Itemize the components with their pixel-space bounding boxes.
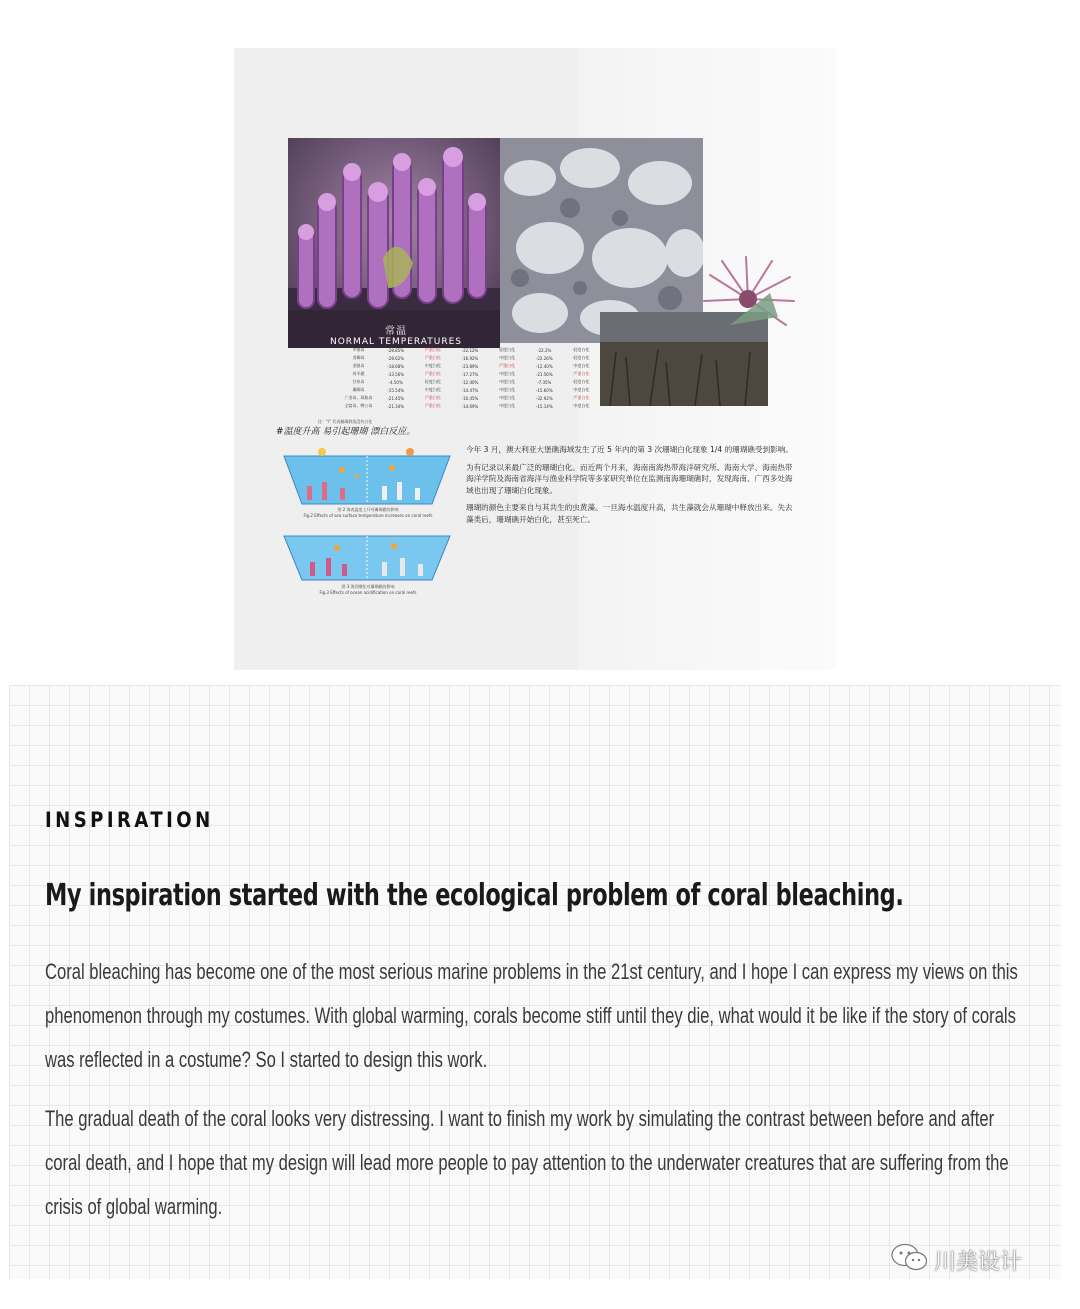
table-cell: 珊瑚岛 bbox=[352, 387, 365, 392]
table-cell: 全富岛、鸭公岛 bbox=[344, 403, 373, 408]
table-cell: 中度白化 bbox=[499, 355, 516, 360]
cn-paragraph: 为有记录以来最广泛的珊瑚白化。而近两个月来，海南南海热带海洋研究所、海南大学、海南热带海洋学院及海南省海洋与渔业科学院等多家研究单位在监测南海珊瑚礁时，发现海南、广西多处海域也出现了珊瑚白化现象。 bbox=[466, 462, 793, 495]
table-cell: -12.40% bbox=[535, 363, 553, 369]
table-cell: -28.85% bbox=[387, 347, 405, 353]
table-cell: -7.35% bbox=[537, 379, 552, 385]
table-row bbox=[340, 362, 600, 370]
table-cell: 中度白化 bbox=[499, 379, 516, 384]
table-row bbox=[340, 402, 600, 410]
table-cell: -12.40% bbox=[461, 379, 479, 385]
cn-paragraph: 珊瑚的颜色主要来自与其共生的虫黄藻。一旦海水温度升高，共生藻就会从珊瑚中释放出来。失去藻类后，珊瑚礁开始白化，甚至死亡。 bbox=[466, 503, 793, 524]
temperature-diagram bbox=[282, 446, 452, 506]
table-cell: 严重白化 bbox=[424, 355, 441, 360]
diagram1-caption bbox=[278, 507, 458, 518]
body-paragraph: Coral bleaching has become one of the most serious marine problems in the 21st century, and I hope I can express my views on this phenomenon through my costumes. With global warming, corals become stiff until they die, what would it be like if the story of corals was reflected in a costume? So I started to design this work. bbox=[45, 959, 1018, 1072]
chinese-article bbox=[466, 444, 796, 531]
table-cell: -15.54% bbox=[387, 387, 405, 393]
diagram1-caption-en: Fig.2 Effects of sea surface temperature increases on coral reefs bbox=[303, 513, 433, 518]
table-cell: -22.2% bbox=[537, 347, 552, 353]
cn-paragraph: 今年 3 月，澳大利亚大堡礁海域发生了近 5 年内的第 3 次珊瑚白化现象 1/4 的珊瑚礁受到影响。 bbox=[466, 445, 793, 454]
table-cell: -17.27% bbox=[461, 371, 479, 377]
table-cell: -22.12% bbox=[461, 347, 479, 353]
table-cell: 中度白化 bbox=[573, 363, 590, 368]
table-cell: 中度白化 bbox=[499, 403, 516, 408]
table-cell: 中度白化 bbox=[424, 363, 441, 368]
diagram1-caption-cn: 图 2 海表温度上升对珊瑚礁的影响 bbox=[337, 507, 399, 512]
table-cell: 晋卿岛 bbox=[352, 355, 365, 360]
table-cell: 严重白化 bbox=[573, 371, 590, 376]
table-cell: 中度白化 bbox=[573, 403, 590, 408]
diagram2-caption-cn: 图 3 海洋酸化对珊瑚礁的影响 bbox=[341, 584, 395, 589]
table-cell: 严重白化 bbox=[424, 371, 441, 376]
table-cell: -21.34% bbox=[387, 403, 405, 409]
table-cell: 金银岛 bbox=[352, 363, 365, 368]
photo-label bbox=[296, 322, 496, 347]
table-cell: -15.60% bbox=[535, 387, 553, 393]
diagram2-caption bbox=[278, 584, 458, 595]
table-cell: 中建岛 bbox=[352, 347, 365, 352]
wechat-icon bbox=[890, 1242, 928, 1278]
table-caption: 注："/" 代表珊瑚群落没有白化 bbox=[318, 419, 373, 424]
section-headline: My inspiration started with the ecological problem of coral bleaching. bbox=[45, 878, 904, 913]
bleaching-data-table bbox=[340, 346, 600, 410]
table-cell: -15.14% bbox=[535, 403, 553, 409]
table-cell: 中度白化 bbox=[573, 387, 590, 392]
table-cell: 轻度白化 bbox=[499, 347, 516, 352]
table-cell: 严重白化 bbox=[424, 403, 441, 408]
table-cell: 羚羊礁 bbox=[352, 371, 365, 376]
table-cell: 严重白化 bbox=[499, 363, 516, 368]
table-cell: -33.56% bbox=[387, 371, 405, 377]
acidification-diagram bbox=[282, 530, 452, 582]
table-row bbox=[340, 370, 600, 378]
table-cell: -32.92% bbox=[535, 395, 553, 401]
table-cell: 中度白化 bbox=[499, 395, 516, 400]
table-cell: -22.26% bbox=[535, 355, 553, 361]
table-cell: 中度白化 bbox=[424, 387, 441, 392]
table-cell: -16.92% bbox=[461, 355, 479, 361]
table-cell: 轻度白化 bbox=[573, 379, 590, 384]
table-row bbox=[340, 354, 600, 362]
table-cell: 广金岛、琛航岛 bbox=[344, 395, 373, 400]
table-cell: -4.50% bbox=[388, 379, 403, 385]
table-cell: -23.89% bbox=[461, 363, 479, 369]
table-row bbox=[340, 394, 600, 402]
section-eyebrow: INSPIRATION bbox=[45, 808, 214, 832]
photo-label-cn: 常温 bbox=[385, 326, 407, 337]
table-cell: 严重白化 bbox=[424, 395, 441, 400]
table-cell: 轻度白化 bbox=[573, 347, 590, 352]
table-cell: 中度白化 bbox=[499, 387, 516, 392]
photo-label-en: NORMAL TEMPERATURES bbox=[329, 337, 462, 347]
table-cell: -14.47% bbox=[461, 387, 479, 393]
handwritten-note: #温度升高 易引起珊瑚 漂白反应。 bbox=[276, 427, 416, 437]
table-row bbox=[340, 346, 600, 354]
table-cell: 甘泉岛 bbox=[352, 379, 365, 384]
table-cell: 严重白化 bbox=[573, 395, 590, 400]
table-cell: 严重白化 bbox=[424, 347, 441, 352]
table-cell: -18.68% bbox=[387, 363, 405, 369]
watermark-text: 川美设计 bbox=[934, 1249, 1023, 1275]
table-cell: -14.69% bbox=[461, 403, 479, 409]
section-body bbox=[45, 950, 1019, 1244]
table-cell: -10.45% bbox=[461, 395, 479, 401]
table-row bbox=[340, 386, 600, 394]
sea-urchin-image bbox=[700, 255, 796, 335]
watermark bbox=[890, 1242, 1022, 1278]
diagram2-caption-en: Fig.3 Effects of ocean acidification on coral reefs bbox=[319, 590, 417, 595]
table-row bbox=[340, 378, 600, 386]
table-cell: -28.62% bbox=[387, 355, 405, 361]
table-cell: 轻度白化 bbox=[573, 355, 590, 360]
table-cell: -21.45% bbox=[387, 395, 405, 401]
body-paragraph: The gradual death of the coral looks very distressing. I want to finish my work by simulating the contrast between before and after coral death, and I hope that my design will lead more people to pay attention to the underwater creatures that are suffering from the crisis of global warming. bbox=[45, 1106, 1009, 1219]
table-cell: 轻度白化 bbox=[424, 379, 441, 384]
table-cell: -21.56% bbox=[535, 371, 553, 377]
healthy-coral-photo bbox=[288, 138, 500, 348]
table-cell: 中度白化 bbox=[499, 371, 516, 376]
